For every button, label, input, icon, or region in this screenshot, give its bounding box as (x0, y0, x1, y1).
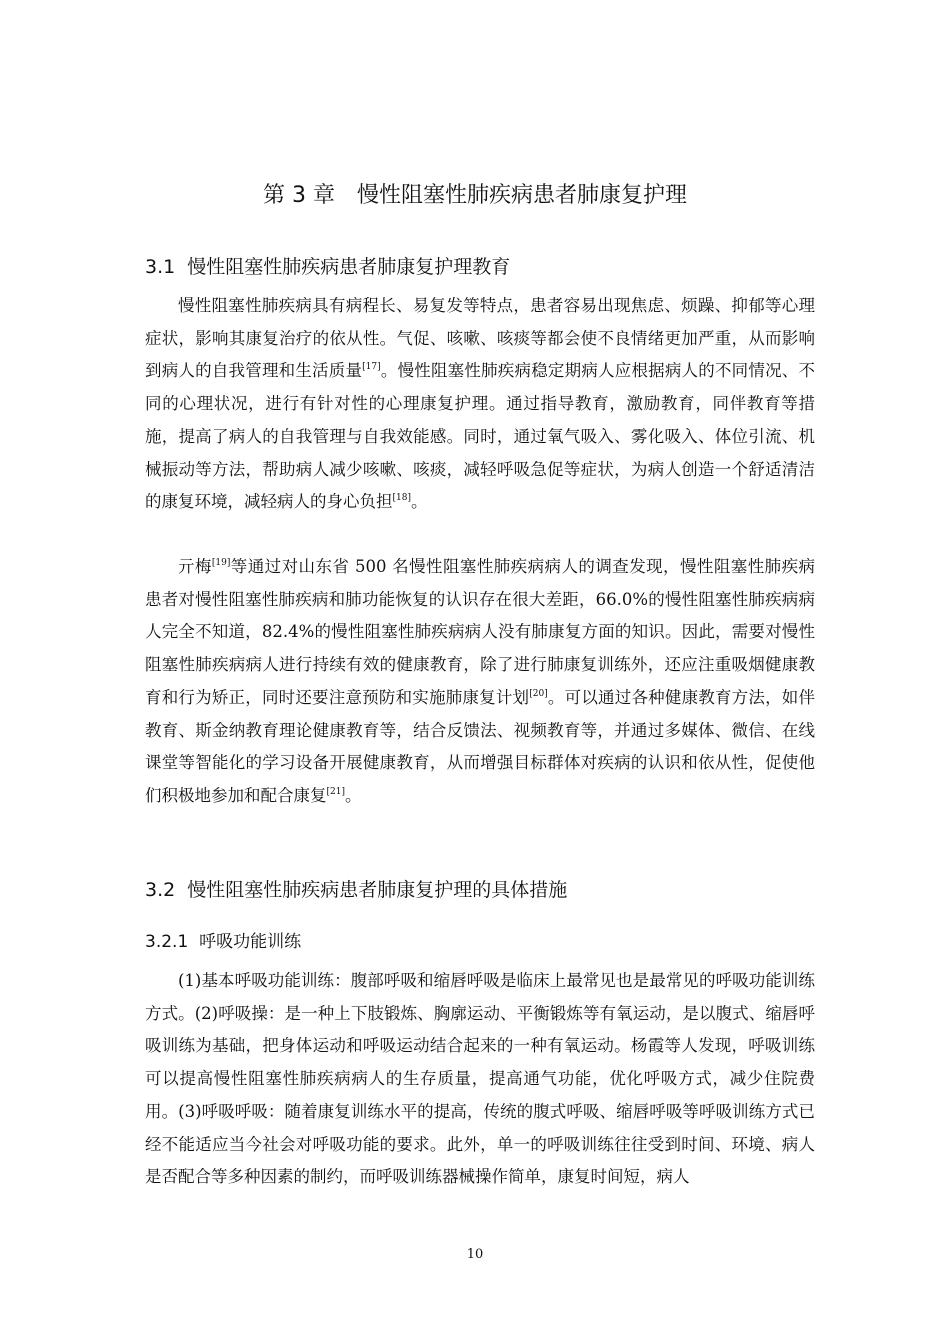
page-number: 10 (466, 1247, 484, 1262)
paragraph-text: 。可以通过各种健康教育方法，如伴教育、斯金纳教育理论健康教育等，结合反馈法、视频教育等，并通过多媒体、微信、在线课堂等智能化的学习设备开展健康教育，从而增强目标群体对疾病的认识和依从性，促使他们积极地参加和配合康复 (145, 687, 816, 805)
paragraph-3-1-first (145, 290, 815, 519)
paragraph-text: 。慢性阻塞性肺疾病稳定期病人应根据病人的不同情况、不同的心理状况，进行有针对性的心理康复护理。通过指导教育，激励教育，同伴教育等措施，提高了病人的自我管理与自我效能感。同时，通过氧气吸入、雾化吸入、体位引流、机械振动等方法，帮助病人减少咳嗽、咳痰，减轻呼吸急促等症状，为病人创造一个舒适清洁的康复环境，减轻病人的身心负担 (145, 361, 816, 512)
paragraph-text: 等通过对山东省 500 名慢性阻塞性肺疾病病人的调查发现，慢性阻塞性肺疾病患者对慢性阻塞性肺疾病和肺功能恢复的认识存在很大差距，66.0%的慢性阻塞性肺疾病病人完全不知道，82.4%的慢性阻塞性肺疾病病人没有肺康复方面的知识。因此，需要对慢性阻塞性肺疾病病人进行持续有效的健康教育，除了进行肺康复训练外，还应注重吸烟健康教育和行为矫正，同时还要注意预防和实施肺康复计划 (145, 557, 816, 707)
chapter-title: 第 3 章 慢性阻塞性肺疾病患者肺康复护理 (263, 183, 687, 208)
citation: [19] (211, 558, 231, 568)
citation: [20] (529, 688, 548, 699)
citation: [17] (362, 362, 381, 373)
paragraph-text: 。 (344, 785, 362, 805)
paragraph-3-2-1: (1)基本呼吸功能训练：腹部呼吸和缩唇呼吸是临床上最常见也是最常见的呼吸功能训练方式。(2)呼吸操：是一种上下肢锻炼、胸廓运动、平衡锻炼等有氧运动，是以腹式、缩唇呼吸训练为基础，把身体运动和呼吸运动结合起来的一种有氧运动。杨霞等人发现，呼吸训练可以提高慢性阻塞性肺疾病病人的生存质量，提高通气功能，优化呼吸方式，减少住院费用。(3)呼吸呼吸：随着康复训练水平的提高，传统的腹式呼吸、缩唇呼吸等呼吸训练方式已经不能适应当今社会对呼吸功能的要求。此外，单一的呼吸训练往往受到时间、环境、病人是否配合等多种因素的制约，而呼吸训练器械操作简单，康复时间短，病人 (145, 971, 815, 1187)
section-heading-3-1: 3.1 慢性阻塞性肺疾病患者肺康复护理教育 (145, 256, 511, 278)
citation: [21] (326, 786, 345, 797)
paragraph-text: 慢性阻塞性肺疾病具有病程长、易复发等特点，患者容易出现焦虑、烦躁、抑郁等心理症状，影响其康复治疗的依从性。气促、咳嗽、咳痰等都会使不良情绪更加严重，从而影响到病人的自我管理和生活质量 (145, 296, 815, 381)
section-heading-3-2: 3.2 慢性阻塞性肺疾病患者肺康复护理的具体措施 (145, 879, 568, 901)
paragraph-text: 。 (410, 492, 428, 512)
citation: [18] (392, 493, 411, 504)
subsection-heading-3-2-1: 3.2.1 呼吸功能训练 (145, 932, 302, 952)
paragraph-3-1-second (145, 551, 815, 813)
paragraph-text: 亓梅 (178, 557, 212, 576)
